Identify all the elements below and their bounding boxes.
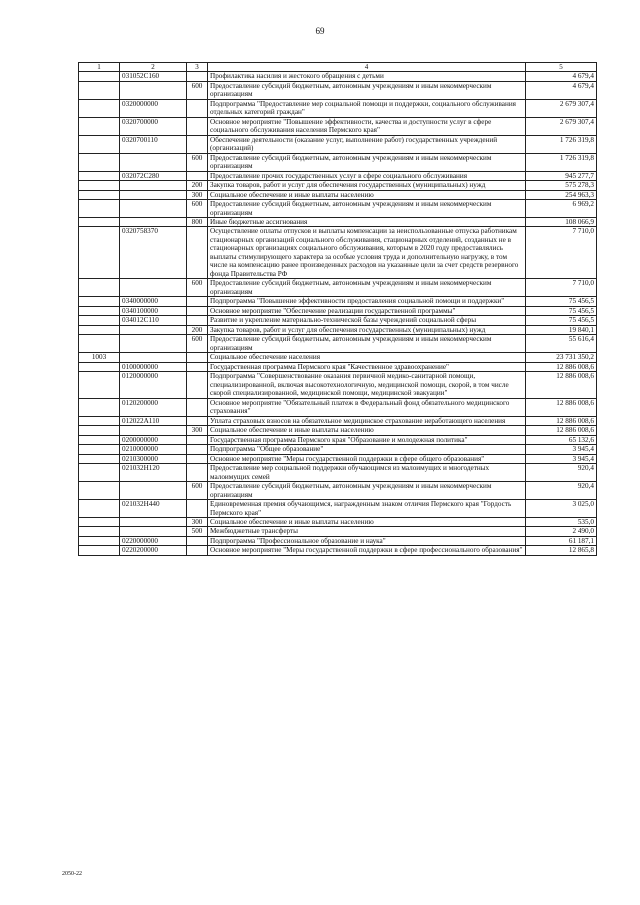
amount-cell: 920,4 — [526, 482, 597, 500]
description-cell: Подпрограмма "Предоставление мер социальной помощи и поддержки, социального обслуживания отдельных категорий граждан" — [208, 99, 526, 117]
expense-type-cell: 600 — [187, 335, 208, 353]
target-article-cell — [120, 153, 187, 171]
table-row — [79, 500, 597, 518]
section-code-cell — [79, 227, 120, 279]
description-cell: Социальное обеспечение и иные выплаты населению — [208, 426, 526, 435]
table-row — [79, 335, 597, 353]
table-row — [79, 454, 597, 463]
amount-cell: 12 886 008,6 — [526, 398, 597, 416]
target-article-cell: 0210300000 — [120, 454, 187, 463]
description-cell: Подпрограмма "Профессиональное образование и наука" — [208, 536, 526, 545]
amount-cell: 12 865,8 — [526, 546, 597, 555]
target-article-cell: 031052С160 — [120, 72, 187, 81]
section-code-cell — [79, 454, 120, 463]
amount-cell: 920,4 — [526, 464, 597, 482]
section-code-cell — [79, 72, 120, 81]
table-row — [79, 353, 597, 362]
description-cell: Социальное обеспечение и иные выплаты населению — [208, 190, 526, 199]
expense-type-cell — [187, 546, 208, 555]
amount-cell: 6 969,2 — [526, 200, 597, 218]
section-code-cell — [79, 546, 120, 555]
section-code-cell — [79, 398, 120, 416]
section-code-cell — [79, 99, 120, 117]
target-article-cell: 0320700000 — [120, 117, 187, 135]
expense-type-cell: 600 — [187, 153, 208, 171]
target-article-cell — [120, 517, 187, 526]
expense-type-cell — [187, 372, 208, 398]
description-cell: Закупка товаров, работ и услуг для обеспечения государственных (муниципальных) нужд — [208, 325, 526, 334]
column-header-2: 2 — [120, 63, 187, 72]
section-code-cell: 1003 — [79, 353, 120, 362]
target-article-cell: 0100000000 — [120, 362, 187, 371]
section-code-cell — [79, 335, 120, 353]
section-code-cell — [79, 536, 120, 545]
amount-cell: 2 679 307,4 — [526, 99, 597, 117]
description-cell: Осуществление оплаты отпусков и выплаты компенсации за неиспользованные отпуска работникам стационарных организаций социального обслуживания, стационарных отделений, созданных не в стационарных организациях социального обслуживания, которым в 2020 году предоставлялись выплаты стимулирующего характера за особые условия труда и дополнительную нагрузку, в том числе на компенсацию ранее произведенных расходов на указанные цели за счет средств резервного фонда Правительства РФ — [208, 227, 526, 279]
amount-cell: 575 278,3 — [526, 181, 597, 190]
amount-cell: 12 886 008,6 — [526, 372, 597, 398]
amount-cell: 75 456,5 — [526, 306, 597, 315]
amount-cell: 75 456,5 — [526, 297, 597, 306]
amount-cell: 4 679,4 — [526, 81, 597, 99]
amount-cell: 1 726 319,8 — [526, 135, 597, 153]
amount-cell: 254 963,3 — [526, 190, 597, 199]
amount-cell: 75 456,5 — [526, 316, 597, 325]
table-row — [79, 435, 597, 444]
description-cell: Подпрограмма "Совершенствование оказания первичной медико-санитарной помощи, специализированной, включая высокотехнологичную, медицинской помощи, скорой, в том числе скорой специализированной, медицинской помощи, медицинской эвакуации" — [208, 372, 526, 398]
amount-cell: 3 945,4 — [526, 454, 597, 463]
amount-cell: 12 886 008,6 — [526, 416, 597, 425]
expense-type-cell — [187, 171, 208, 180]
section-code-cell — [79, 482, 120, 500]
target-article-cell: 0320758370 — [120, 227, 187, 279]
page-number: 69 — [315, 26, 325, 36]
amount-cell: 61 187,1 — [526, 536, 597, 545]
table-row — [79, 517, 597, 526]
description-cell: Государственная программа Пермского края "Образование и молодежная политика" — [208, 435, 526, 444]
amount-cell: 2 679 307,4 — [526, 117, 597, 135]
description-cell: Предоставление субсидий бюджетным, автономным учреждениям и иным некоммерческим организациям — [208, 279, 526, 297]
section-code-cell — [79, 435, 120, 444]
description-cell: Предоставление субсидий бюджетным, автономным учреждениям и иным некоммерческим организациям — [208, 335, 526, 353]
section-code-cell — [79, 306, 120, 315]
amount-cell: 3 945,4 — [526, 445, 597, 454]
target-article-cell: 032072С280 — [120, 171, 187, 180]
description-cell: Межбюджетные трансферты — [208, 527, 526, 536]
table-row — [79, 297, 597, 306]
description-cell: Социальное обеспечение и иные выплаты населению — [208, 517, 526, 526]
table-row — [79, 227, 597, 279]
description-cell: Основное мероприятие "Обязательный платеж в Федеральный фонд обязательного медицинского страхования" — [208, 398, 526, 416]
section-code-cell — [79, 297, 120, 306]
description-cell: Предоставление мер социальной поддержки обучающимся из малоимущих и многодетных малоимущих семей — [208, 464, 526, 482]
target-article-cell: 0320000000 — [120, 99, 187, 117]
expense-type-cell — [187, 316, 208, 325]
target-article-cell: 0120000000 — [120, 372, 187, 398]
description-cell: Подпрограмма "Общее образование" — [208, 445, 526, 454]
expense-type-cell: 300 — [187, 190, 208, 199]
target-article-cell — [120, 353, 187, 362]
expense-type-cell — [187, 500, 208, 518]
amount-cell: 65 132,6 — [526, 435, 597, 444]
expense-type-cell — [187, 306, 208, 315]
expense-type-cell — [187, 117, 208, 135]
description-cell: Предоставление субсидий бюджетным, автономным учреждениям и иным некоммерческим организациям — [208, 153, 526, 171]
target-article-cell: 0340000000 — [120, 297, 187, 306]
amount-cell: 4 679,4 — [526, 72, 597, 81]
target-article-cell — [120, 181, 187, 190]
table-header — [79, 63, 597, 72]
table-row — [79, 325, 597, 334]
section-code-cell — [79, 81, 120, 99]
section-code-cell — [79, 426, 120, 435]
section-code-cell — [79, 500, 120, 518]
description-cell: Уплата страховых взносов на обязательное медицинское страхование неработающего населения — [208, 416, 526, 425]
table-row — [79, 181, 597, 190]
expense-type-cell — [187, 353, 208, 362]
table-row — [79, 527, 597, 536]
table-row — [79, 416, 597, 425]
target-article-cell — [120, 200, 187, 218]
section-code-cell — [79, 325, 120, 334]
section-code-cell — [79, 218, 120, 227]
amount-cell: 12 886 008,6 — [526, 362, 597, 371]
description-cell: Социальное обеспечение населения — [208, 353, 526, 362]
target-article-cell — [120, 279, 187, 297]
description-cell: Предоставление субсидий бюджетным, автономным учреждениям и иным некоммерческим организациям — [208, 81, 526, 99]
target-article-cell: 0320700110 — [120, 135, 187, 153]
target-article-cell — [120, 335, 187, 353]
table-row — [79, 135, 597, 153]
amount-cell: 7 710,0 — [526, 279, 597, 297]
section-code-cell — [79, 316, 120, 325]
table-row — [79, 218, 597, 227]
section-code-cell — [79, 117, 120, 135]
target-article-cell: 0340100000 — [120, 306, 187, 315]
amount-cell: 7 710,0 — [526, 227, 597, 279]
expense-type-cell — [187, 99, 208, 117]
table-row — [79, 171, 597, 180]
expense-type-cell: 500 — [187, 527, 208, 536]
expense-type-cell — [187, 72, 208, 81]
description-cell: Предоставление субсидий бюджетным, автономным учреждениям и иным некоммерческим организациям — [208, 200, 526, 218]
table-row — [79, 372, 597, 398]
description-cell: Иные бюджетные ассигнования — [208, 218, 526, 227]
amount-cell: 19 840,1 — [526, 325, 597, 334]
table-row — [79, 190, 597, 199]
budget-table — [78, 62, 597, 556]
target-article-cell — [120, 81, 187, 99]
description-cell: Основное мероприятие "Меры государственной поддержки в сфере профессионального образования" — [208, 546, 526, 555]
expense-type-cell — [187, 435, 208, 444]
table-row — [79, 117, 597, 135]
table-row — [79, 546, 597, 555]
table-row — [79, 398, 597, 416]
column-header-1: 1 — [79, 63, 120, 72]
expense-type-cell: 300 — [187, 426, 208, 435]
table-row — [79, 316, 597, 325]
section-code-cell — [79, 190, 120, 199]
description-cell: Предоставление субсидий бюджетным, автономным учреждениям и иным некоммерческим организациям — [208, 482, 526, 500]
section-code-cell — [79, 416, 120, 425]
expense-type-cell: 300 — [187, 517, 208, 526]
target-article-cell: 034012С110 — [120, 316, 187, 325]
target-article-cell: 0210000000 — [120, 445, 187, 454]
target-article-cell: 012022А110 — [120, 416, 187, 425]
description-cell: Развитие и укрепление материально-технической базы учреждений социальной сферы — [208, 316, 526, 325]
expense-type-cell — [187, 445, 208, 454]
description-cell: Обеспечение деятельности (оказание услуг, выполнение работ) государственных учреждений (организаций) — [208, 135, 526, 153]
table-row — [79, 200, 597, 218]
amount-cell: 3 025,0 — [526, 500, 597, 518]
table-row — [79, 153, 597, 171]
section-code-cell — [79, 153, 120, 171]
description-cell: Основное мероприятие "Повышение эффективности, качества и доступности услуг в сфере социального обслуживания населения Пермского края" — [208, 117, 526, 135]
target-article-cell: 0220200000 — [120, 546, 187, 555]
description-cell: Подпрограмма "Повышение эффективности предоставления социальной помощи и поддержки" — [208, 297, 526, 306]
target-article-cell: 0200000000 — [120, 435, 187, 444]
section-code-cell — [79, 279, 120, 297]
table-row — [79, 482, 597, 500]
table-body — [79, 72, 597, 556]
section-code-cell — [79, 200, 120, 218]
expense-type-cell — [187, 536, 208, 545]
amount-cell: 945 277,7 — [526, 171, 597, 180]
section-code-cell — [79, 527, 120, 536]
expense-type-cell: 200 — [187, 181, 208, 190]
target-article-cell — [120, 190, 187, 199]
amount-cell: 1 726 319,8 — [526, 153, 597, 171]
expense-type-cell: 200 — [187, 325, 208, 334]
description-cell: Государственная программа Пермского края "Качественное здравоохранение" — [208, 362, 526, 371]
expense-type-cell: 600 — [187, 279, 208, 297]
target-article-cell — [120, 527, 187, 536]
expense-type-cell — [187, 416, 208, 425]
amount-cell: 535,0 — [526, 517, 597, 526]
description-cell: Закупка товаров, работ и услуг для обеспечения государственных (муниципальных) нужд — [208, 181, 526, 190]
expense-type-cell — [187, 362, 208, 371]
header-row — [79, 63, 597, 72]
target-article-cell: 021032Н120 — [120, 464, 187, 482]
expense-type-cell — [187, 454, 208, 463]
target-article-cell — [120, 325, 187, 334]
amount-cell: 2 490,0 — [526, 527, 597, 536]
section-code-cell — [79, 362, 120, 371]
section-code-cell — [79, 464, 120, 482]
table-row — [79, 445, 597, 454]
expense-type-cell — [187, 297, 208, 306]
table-row — [79, 99, 597, 117]
section-code-cell — [79, 517, 120, 526]
expense-type-cell — [187, 398, 208, 416]
expense-type-cell: 800 — [187, 218, 208, 227]
target-article-cell — [120, 426, 187, 435]
description-cell: Предоставление прочих государственных услуг в сфере социального обслуживания — [208, 171, 526, 180]
table-row — [79, 81, 597, 99]
target-article-cell: 0120200000 — [120, 398, 187, 416]
target-article-cell: 021032Н440 — [120, 500, 187, 518]
amount-cell: 108 066,9 — [526, 218, 597, 227]
document-code: 2050-22 — [62, 871, 82, 877]
amount-cell: 23 731 350,2 — [526, 353, 597, 362]
target-article-cell — [120, 482, 187, 500]
description-cell: Основное мероприятие "Обеспечение реализации государственной программы" — [208, 306, 526, 315]
expense-type-cell — [187, 227, 208, 279]
section-code-cell — [79, 135, 120, 153]
expense-type-cell: 600 — [187, 482, 208, 500]
table-row — [79, 536, 597, 545]
section-code-cell — [79, 181, 120, 190]
table-row — [79, 279, 597, 297]
column-header-5: 5 — [526, 63, 597, 72]
expense-type-cell — [187, 464, 208, 482]
table-row — [79, 464, 597, 482]
amount-cell: 12 886 008,6 — [526, 426, 597, 435]
target-article-cell — [120, 218, 187, 227]
column-header-4: 4 — [208, 63, 526, 72]
expense-type-cell — [187, 135, 208, 153]
description-cell: Единовременная премия обучающимся, награжденным знаком отличия Пермского края "Гордость Пермского края" — [208, 500, 526, 518]
table-row — [79, 306, 597, 315]
description-cell: Основное мероприятие "Меры государственной поддержки в сфере общего образования" — [208, 454, 526, 463]
expense-type-cell: 600 — [187, 200, 208, 218]
column-header-3: 3 — [187, 63, 208, 72]
table-row — [79, 72, 597, 81]
amount-cell: 55 616,4 — [526, 335, 597, 353]
table-row — [79, 426, 597, 435]
target-article-cell: 0220000000 — [120, 536, 187, 545]
section-code-cell — [79, 171, 120, 180]
table-row — [79, 362, 597, 371]
description-cell: Профилактика насилия и жестокого обращения с детьми — [208, 72, 526, 81]
expense-type-cell: 600 — [187, 81, 208, 99]
section-code-cell — [79, 372, 120, 398]
section-code-cell — [79, 445, 120, 454]
